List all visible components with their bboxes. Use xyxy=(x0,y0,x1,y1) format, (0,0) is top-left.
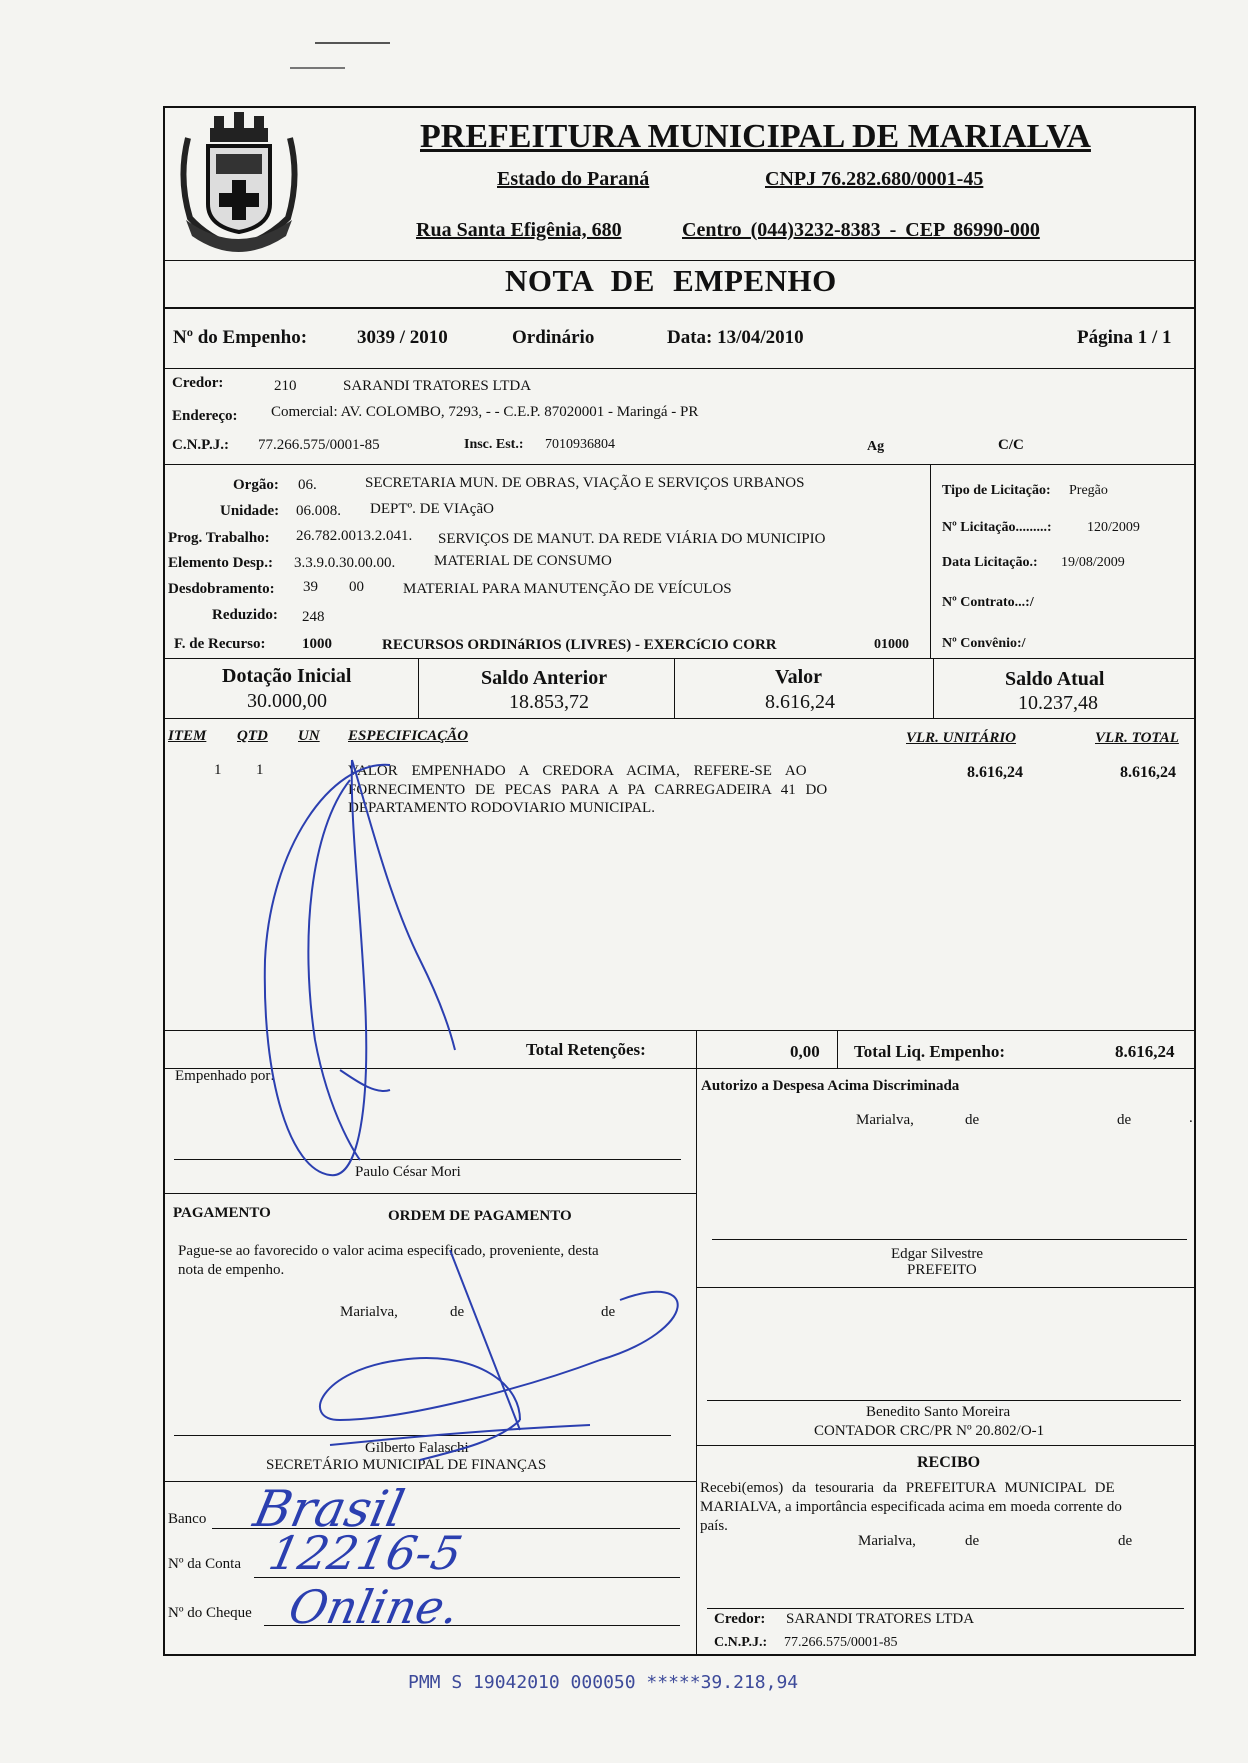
footer-stamp: PMM S 19042010 000050 *****39.218,94 xyxy=(408,1672,799,1693)
elemento-label: Elemento Desp.: xyxy=(168,555,273,571)
reduzido-label: Reduzido: xyxy=(212,607,278,623)
recibo-text2: MARIALVA, a importância especificada acima em moeda corrente do xyxy=(700,1499,1122,1515)
pagamento-text2: nota de empenho. xyxy=(178,1262,285,1278)
col-vlr-unitario: VLR. UNITÁRIO xyxy=(906,730,1017,746)
credor-code: 210 xyxy=(274,378,297,394)
tipo-licitacao-label: Tipo de Licitação: xyxy=(942,483,1051,498)
empenhado-label: Empenhado por: xyxy=(175,1068,275,1084)
orgao-label: Orgão: xyxy=(233,477,279,493)
header-cnpj: CNPJ 76.282.680/0001-45 xyxy=(765,168,984,190)
recibo-cnpj-label: C.N.P.J.: xyxy=(714,1635,768,1650)
recibo-text3: país. xyxy=(700,1518,728,1534)
credor-label: Credor: xyxy=(172,375,224,391)
credor-cnpj: 77.266.575/0001-85 xyxy=(258,437,380,453)
item-vlr-unitario: 8.616,24 xyxy=(967,764,1023,781)
saldo-atual-value: 10.237,48 xyxy=(1018,692,1098,714)
licitacao-num-label: Nº Licitação.........: xyxy=(942,520,1052,535)
cc-label: C/C xyxy=(998,437,1024,453)
document-title: NOTA DE EMPENHO xyxy=(505,263,837,298)
col-item: ITEM xyxy=(168,728,207,744)
unidade-code: 06.008. xyxy=(296,503,341,519)
recibo-title: RECIBO xyxy=(917,1454,981,1471)
item-desc-line2: FORNECIMENTO DE PECAS PARA A PA CARREGADEIRA 41 DO xyxy=(348,782,828,798)
dotacao-inicial-value: 30.000,00 xyxy=(247,690,327,712)
scan-mark xyxy=(290,67,345,69)
autorizo-role: PREFEITO xyxy=(907,1262,977,1278)
valor-value: 8.616,24 xyxy=(765,691,835,713)
contador-signer: Benedito Santo Moreira xyxy=(866,1404,1011,1420)
saldo-atual-label: Saldo Atual xyxy=(1005,668,1105,690)
pagamento-de2: de xyxy=(601,1304,616,1320)
recurso-name: RECURSOS ORDINáRIOS (LIVRES) - EXERCíCIO CORR xyxy=(382,637,777,653)
desdobramento-name: MATERIAL PARA MANUTENÇÃO DE VEÍCULOS xyxy=(403,581,732,597)
autorizo-de2: de xyxy=(1117,1112,1132,1128)
unidade-label: Unidade: xyxy=(220,503,280,519)
recurso-code: 1000 xyxy=(302,636,332,652)
desdobramento-code1: 39 xyxy=(303,579,318,595)
prog-code: 26.782.0013.2.041. xyxy=(296,528,413,544)
ag-label: Ag xyxy=(867,439,885,454)
credor-name: SARANDI TRATORES LTDA xyxy=(343,378,532,394)
pagamento-place: Marialva, xyxy=(340,1304,398,1320)
credor-ie: 7010936804 xyxy=(545,437,615,452)
elemento-code: 3.3.9.0.30.00.00. xyxy=(294,555,396,571)
autorizo-de1: de xyxy=(965,1112,980,1128)
item-number: 1 xyxy=(214,762,222,778)
recibo-de1: de xyxy=(965,1533,980,1549)
retencoes-value: 0,00 xyxy=(790,1042,820,1061)
recurso-code2: 01000 xyxy=(874,637,909,652)
page-title: PREFEITURA MUNICIPAL DE MARIALVA xyxy=(420,118,1091,155)
empenho-number: 3039 / 2010 xyxy=(357,327,448,348)
liquido-label: Total Liq. Empenho: xyxy=(854,1042,1005,1061)
col-un: UN xyxy=(298,728,320,744)
cheque-label: Nº do Cheque xyxy=(168,1605,252,1621)
licitacao-num: 120/2009 xyxy=(1087,520,1140,535)
item-desc-line1: VALOR EMPENHADO A CREDORA ACIMA, REFERE-SE AO xyxy=(348,763,807,779)
orgao-name: SECRETARIA MUN. DE OBRAS, VIAÇÃO E SERVIÇOS URBANOS xyxy=(365,475,805,491)
valor-label: Valor xyxy=(775,666,823,688)
pagamento-role: SECRETÁRIO MUNICIPAL DE FINANÇAS xyxy=(266,1457,547,1473)
conta-handwriting: 12216-5 xyxy=(264,1526,467,1580)
convenio-label: Nº Convênio:/ xyxy=(942,636,1026,651)
recibo-credor-label: Credor: xyxy=(714,1611,766,1627)
conta-label: Nº da Conta xyxy=(168,1556,241,1572)
prog-label: Prog. Trabalho: xyxy=(168,530,270,546)
col-qtd: QTD xyxy=(237,728,268,744)
empenho-label: Nº do Empenho: xyxy=(173,327,308,348)
autorizo-place: Marialva, xyxy=(856,1112,914,1128)
scan-mark xyxy=(315,42,390,44)
header-address: Rua Santa Efigênia, 680 xyxy=(416,219,622,241)
empenho-page: Página 1 / 1 xyxy=(1077,327,1172,348)
item-qtd: 1 xyxy=(256,762,264,778)
endereco-label: Endereço: xyxy=(172,408,238,424)
desdobramento-label: Desdobramento: xyxy=(168,581,275,597)
desdobramento-code2: 00 xyxy=(349,579,364,595)
elemento-name: MATERIAL DE CONSUMO xyxy=(434,553,612,569)
retencoes-label: Total Retenções: xyxy=(526,1040,646,1059)
orgao-code: 06. xyxy=(298,477,317,493)
header-state: Estado do Paraná xyxy=(497,168,650,190)
ie-label: Insc. Est.: xyxy=(464,437,524,452)
recibo-place: Marialva, xyxy=(858,1533,916,1549)
cheque-handwriting: Online. xyxy=(284,1580,464,1634)
recibo-cnpj: 77.266.575/0001-85 xyxy=(784,1635,898,1650)
pagamento-title: PAGAMENTO xyxy=(173,1205,271,1221)
liquido-value: 8.616,24 xyxy=(1115,1042,1175,1061)
saldo-anterior-label: Saldo Anterior xyxy=(481,667,608,689)
ordem-pagamento-title: ORDEM DE PAGAMENTO xyxy=(388,1208,572,1224)
autorizo-title: Autorizo a Despesa Acima Discriminada xyxy=(701,1078,960,1094)
empenho-type: Ordinário xyxy=(512,327,595,348)
pagamento-signer: Gilberto Falaschi xyxy=(365,1440,469,1456)
recibo-text1: Recebi(emos) da tesouraria da PREFEITURA MUNICIPAL DE xyxy=(700,1480,1115,1496)
dotacao-inicial-label: Dotação Inicial xyxy=(222,665,352,687)
licitacao-data-label: Data Licitação.: xyxy=(942,555,1038,570)
unidade-name: DEPTº. DE VIAçãO xyxy=(370,501,494,517)
pagamento-de1: de xyxy=(450,1304,465,1320)
contador-role: CONTADOR CRC/PR Nº 20.802/O-1 xyxy=(814,1423,1045,1439)
contrato-label: Nº Contrato...:/ xyxy=(942,595,1034,610)
reduzido-value: 248 xyxy=(302,609,325,625)
licitacao-data: 19/08/2009 xyxy=(1061,555,1125,570)
cnpj-label: C.N.P.J.: xyxy=(172,437,229,453)
banco-label: Banco xyxy=(168,1511,207,1527)
recibo-de2: de xyxy=(1118,1533,1133,1549)
autorizo-dot: . xyxy=(1189,1110,1193,1126)
banco-handwriting: Brasil xyxy=(248,1480,410,1538)
prog-name: SERVIÇOS DE MANUT. DA REDE VIÁRIA DO MUNICIPIO xyxy=(438,531,826,547)
col-especificacao: ESPECIFICAÇÃO xyxy=(348,728,469,744)
saldo-anterior-value: 18.853,72 xyxy=(509,691,589,713)
col-vlr-total: VLR. TOTAL xyxy=(1095,730,1179,746)
item-desc-line3: DEPARTAMENTO RODOVIARIO MUNICIPAL. xyxy=(348,800,655,816)
autorizo-signer: Edgar Silvestre xyxy=(891,1246,984,1262)
header-contact: Centro (044)3232-8383 - CEP 86990-000 xyxy=(682,219,1040,241)
recibo-credor: SARANDI TRATORES LTDA xyxy=(786,1611,975,1627)
recurso-label: F. de Recurso: xyxy=(174,636,266,652)
credor-address: Comercial: AV. COLOMBO, 7293, - - C.E.P. 87020001 - Maringá - PR xyxy=(271,404,699,420)
pagamento-text1: Pague-se ao favorecido o valor acima especificado, proveniente, desta xyxy=(178,1243,599,1259)
empenho-date: Data: 13/04/2010 xyxy=(667,327,804,348)
empenhado-name: Paulo César Mori xyxy=(355,1164,461,1180)
tipo-licitacao: Pregão xyxy=(1069,483,1108,498)
item-vlr-total: 8.616,24 xyxy=(1120,764,1176,781)
